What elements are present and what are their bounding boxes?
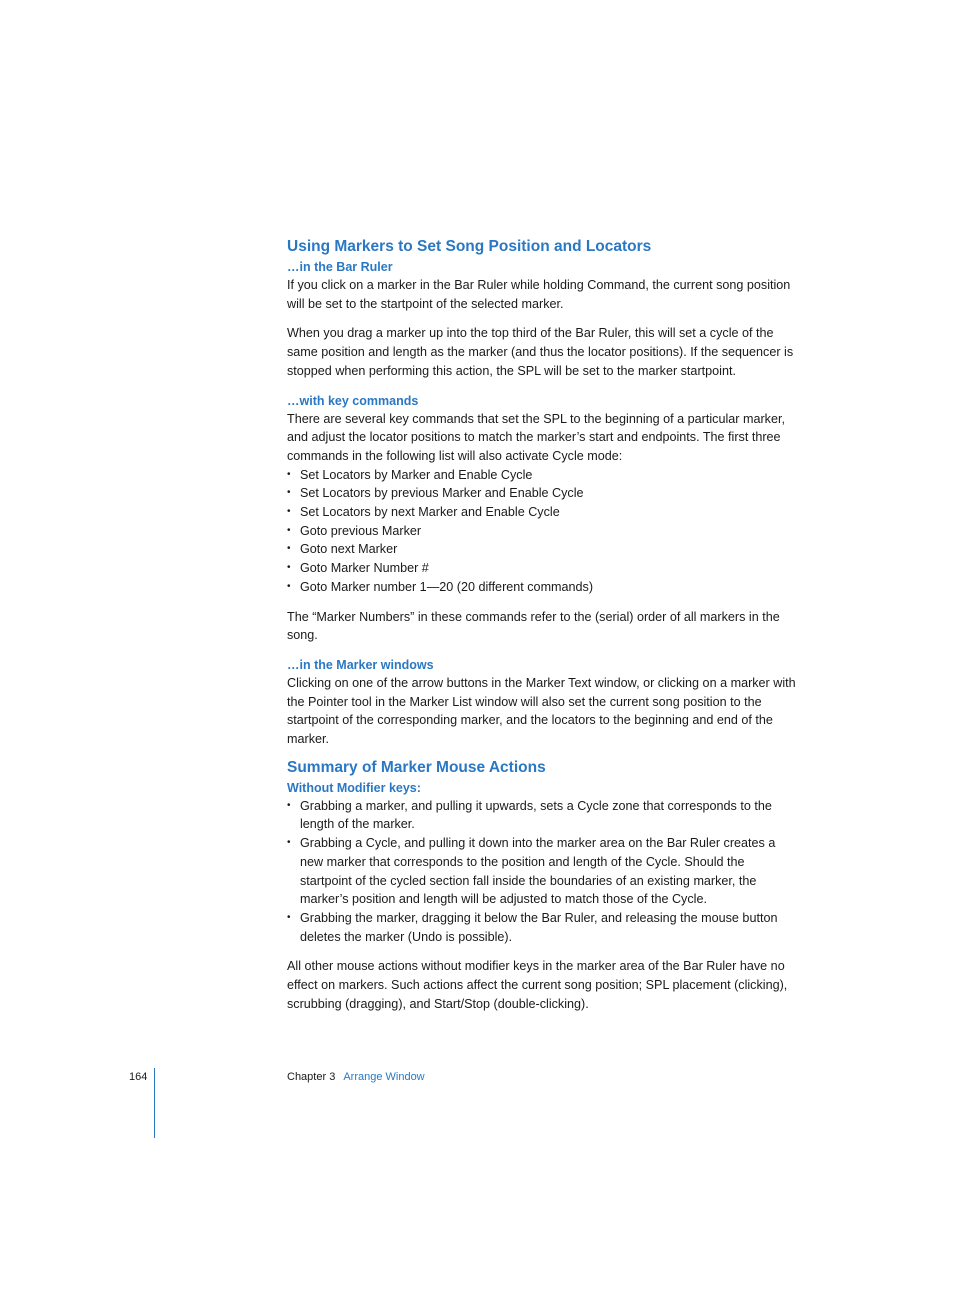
list-item: • Goto Marker number 1—20 (20 different commands) <box>287 578 799 597</box>
subheading-marker-windows: …in the Marker windows <box>287 657 434 672</box>
section-heading-summary: Summary of Marker Mouse Actions <box>287 758 546 776</box>
paragraph: All other mouse actions without modifier keys in the marker area of the Bar Ruler have no effect on markers. Such actions affect the current song position; SPL placement (clicking), scrubbing (dragging), and Start/Stop (double-clicking). <box>287 959 788 1011</box>
chapter-label: Chapter 3 <box>287 1071 336 1083</box>
list-item: • Goto previous Marker <box>287 522 799 541</box>
chapter-footer <box>287 1071 425 1083</box>
mouse-actions-list <box>287 797 799 947</box>
chapter-title: Arrange Window <box>343 1071 425 1083</box>
subheading-key-commands: …with key commands <box>287 393 419 408</box>
paragraph: Clicking on one of the arrow buttons in the Marker Text window, or clicking on a marker with the Pointer tool in the Marker List window will also set the current song position to the startpoint of the corresponding marker, and the locators to the beginning and end of the marker. <box>287 675 796 747</box>
paragraph: If you click on a marker in the Bar Ruler while holding Command, the current song position will be set to the startpoint of the selected marker. <box>287 278 791 311</box>
page-number: 164 <box>129 1071 148 1083</box>
list-item: • Grabbing the marker, dragging it below the Bar Ruler, and releasing the mouse button deletes the marker (Undo is possible). <box>287 909 799 946</box>
paragraph: When you drag a marker up into the top third of the Bar Ruler, this will set a cycle of the same position and length as the marker (and thus the locator positions). If the sequencer is stopped when performing this action, the SPL will be set to the marker startpoint. <box>287 326 794 378</box>
list-item: • Grabbing a Cycle, and pulling it down into the marker area on the Bar Ruler creates a new marker that corresponds to the position and length of the Cycle. Should the startpoint of the cycled section fall inside the boundaries of an existing marker, the marker’s position and length will be adjusted to match those of the Cycle. <box>287 834 799 909</box>
list-item: • Set Locators by previous Marker and Enable Cycle <box>287 484 799 503</box>
list-item: • Grabbing a marker, and pulling it upwards, sets a Cycle zone that corresponds to the length of the marker. <box>287 797 799 834</box>
key-commands-list <box>287 466 799 597</box>
list-item: • Set Locators by Marker and Enable Cycle <box>287 466 799 485</box>
subheading-bar-ruler: …in the Bar Ruler <box>287 260 393 274</box>
paragraph: The “Marker Numbers” in these commands refer to the (serial) order of all markers in the song. <box>287 609 780 643</box>
page-content <box>287 236 799 1014</box>
paragraph: There are several key commands that set the SPL to the beginning of a particular marker, and adjust the locator positions to match the marker’s start and endpoints. The first three commands in the following list will also activate Cycle mode: <box>287 411 785 463</box>
subheading-without-modifier: Without Modifier keys: <box>287 780 421 795</box>
list-item: • Goto next Marker <box>287 540 799 559</box>
list-item: • Goto Marker Number # <box>287 559 799 578</box>
footer-divider <box>154 1068 155 1138</box>
section-heading-markers: Using Markers to Set Song Position and Locators <box>287 238 652 255</box>
list-item: • Set Locators by next Marker and Enable Cycle <box>287 503 799 522</box>
